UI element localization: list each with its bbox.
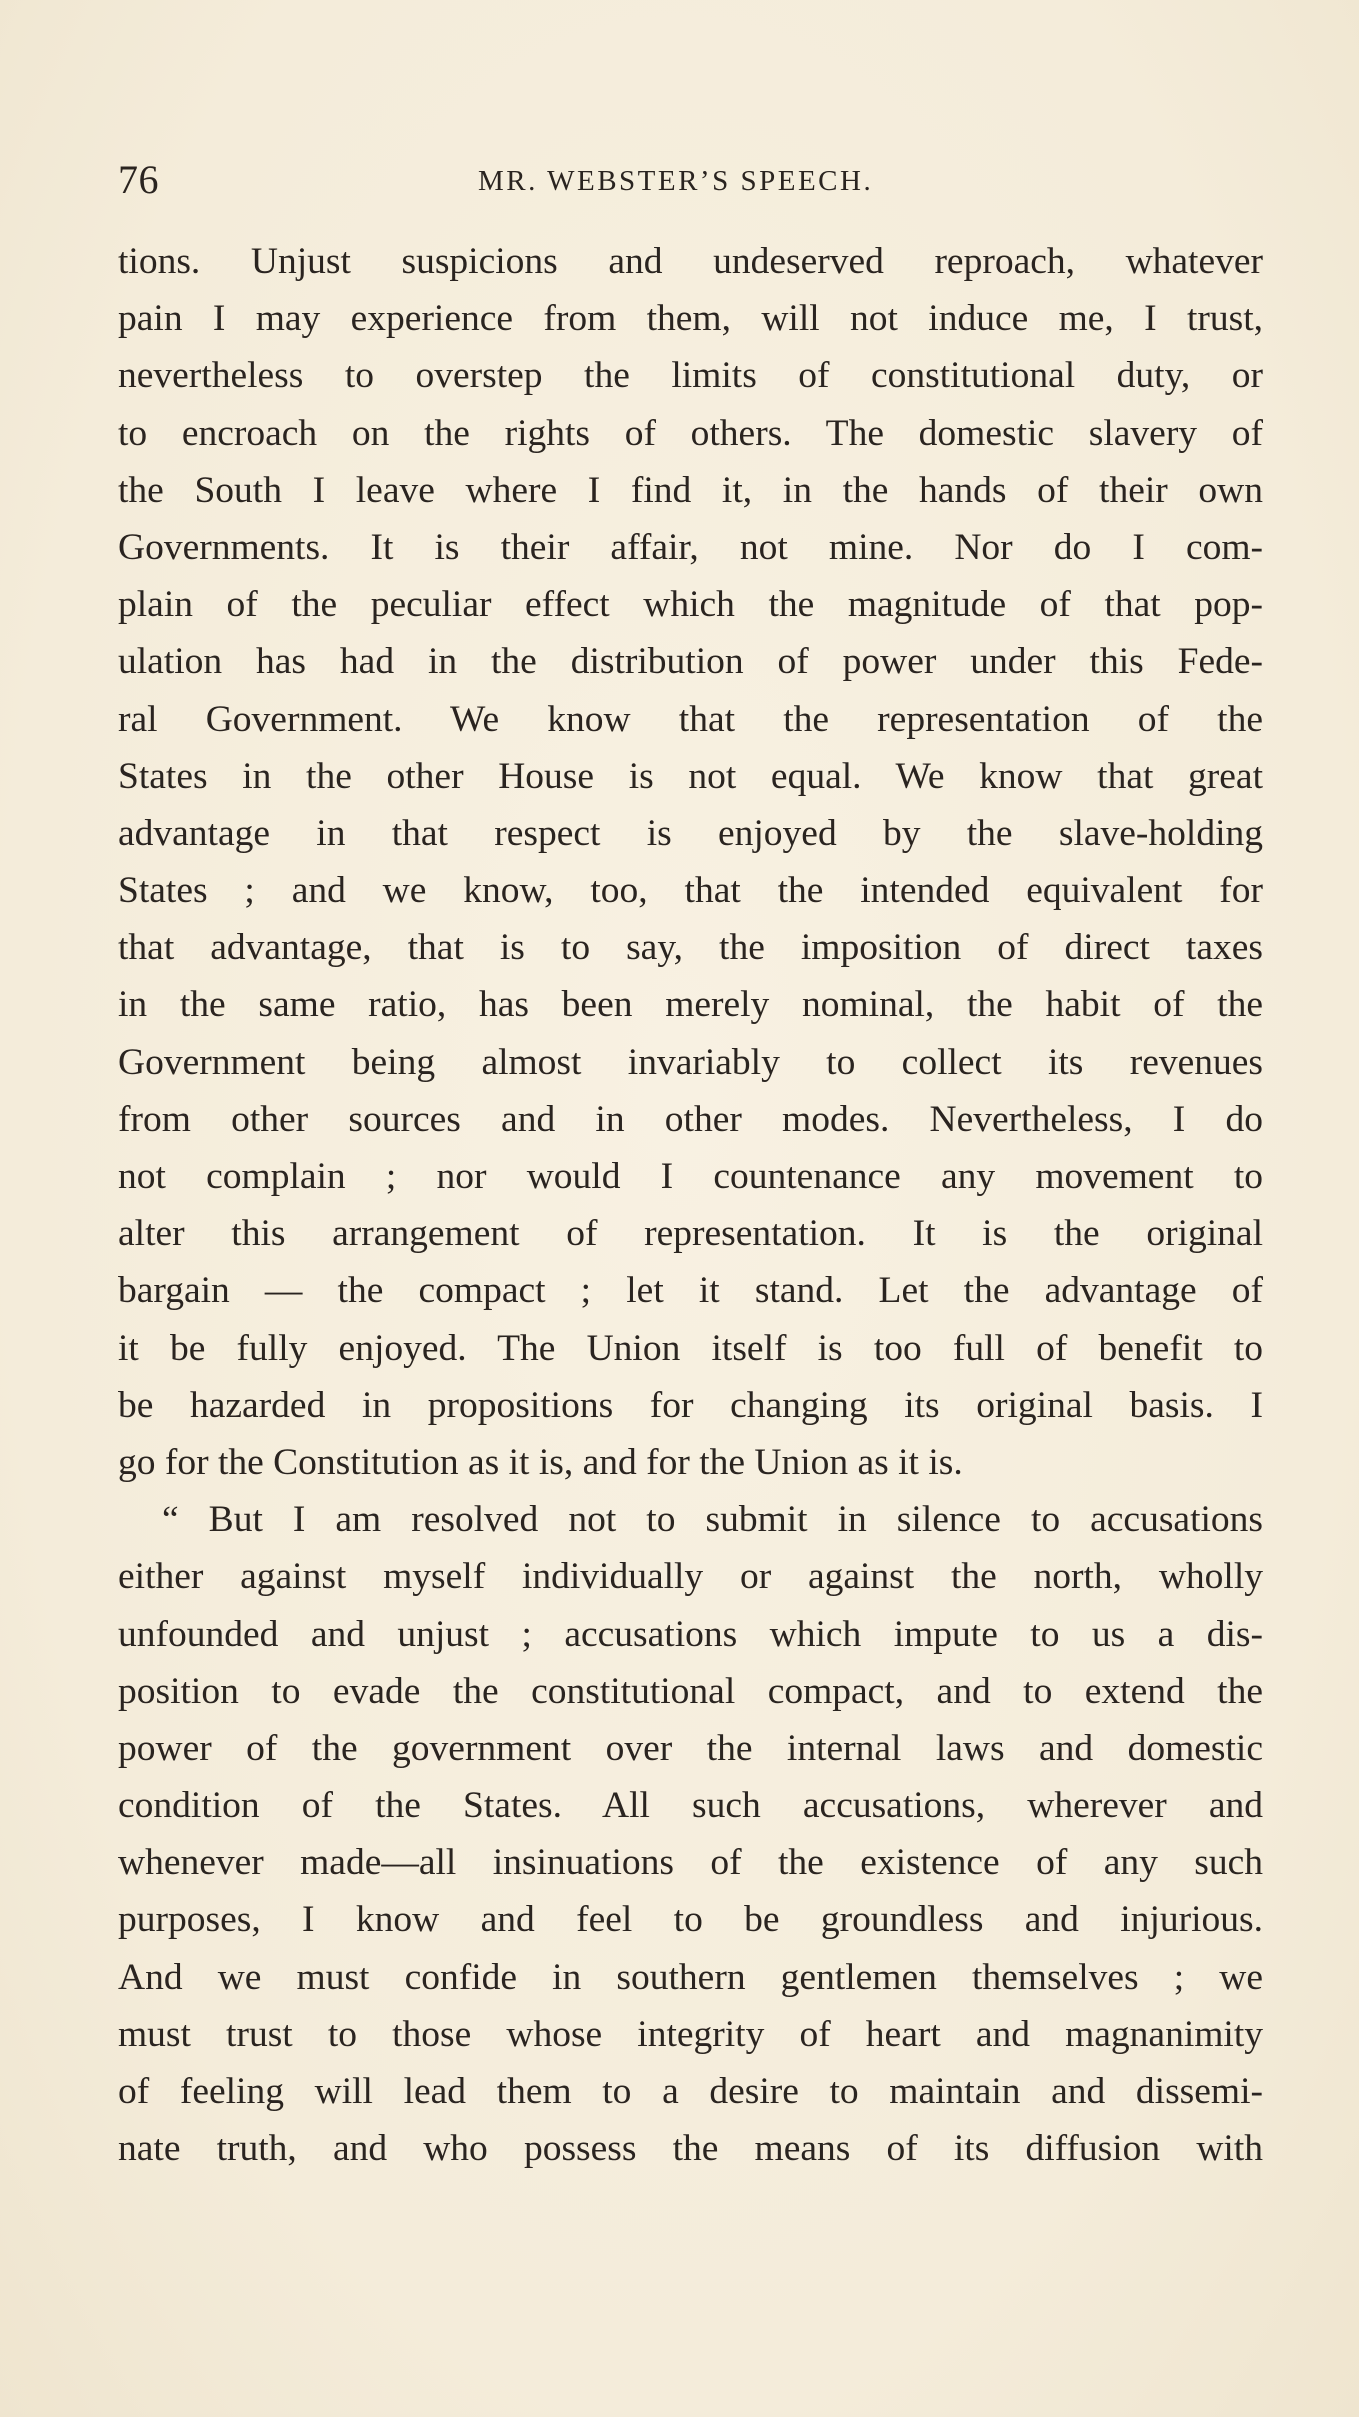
text-line: condition of the States. All such accusations, wherever and — [118, 1785, 1263, 1827]
text-line: power of the government over the internal laws and domestic — [118, 1727, 1263, 1769]
paragraph-last-line: go for the Constitution as it is, and for the Union as it is. — [118, 1441, 963, 1483]
text-line: it be fully enjoyed. The Union itself is too full of benefit to — [118, 1327, 1263, 1369]
text-line: must trust to those whose integrity of heart and magnanimity — [118, 2013, 1263, 2055]
text-line: tions. Unjust suspicions and undeserved reproach, whatever — [118, 241, 1263, 282]
text-line: And we must confide in southern gentlemen themselves ; we — [118, 1956, 1263, 1998]
paragraph-first-line: “ But I am resolved not to submit in silence to accusations — [162, 1499, 1263, 1541]
text-line: either against myself individually or against the north, wholly — [118, 1556, 1263, 1598]
text-line: unfounded and unjust ; accusations which impute to us a dis- — [118, 1613, 1263, 1655]
text-line: States ; and we know, too, that the intended equivalent for — [118, 870, 1263, 912]
text-line: States in the other House is not equal. We know that great — [118, 755, 1263, 797]
text-line: of feeling will lead them to a desire to maintain and dissemi- — [118, 2071, 1263, 2112]
text-line: plain of the peculiar effect which the magnitude of that pop- — [118, 584, 1263, 626]
text-line: in the same ratio, has been merely nominal, the habit of the — [118, 984, 1263, 1026]
page-header — [118, 150, 1258, 210]
text-line: pain I may experience from them, will not induce me, I trust, — [118, 298, 1263, 340]
body-text — [118, 233, 1263, 2177]
text-line: ulation has had in the distribution of power under this Fede- — [118, 641, 1263, 683]
text-line: be hazarded in propositions for changing its original basis. I — [118, 1384, 1263, 1426]
text-line: advantage in that respect is enjoyed by the slave-holding — [118, 812, 1263, 854]
text-line: position to evade the constitutional compact, and to extend the — [118, 1670, 1263, 1712]
text-line: bargain — the compact ; let it stand. Let the advantage of — [118, 1270, 1263, 1312]
text-line: that advantage, that is to say, the imposition of direct taxes — [118, 927, 1263, 969]
text-line: not complain ; nor would I countenance any movement to — [118, 1156, 1263, 1197]
text-line: to encroach on the rights of others. The domestic slavery of — [118, 412, 1263, 454]
text-line: alter this arrangement of representation. It is the original — [118, 1213, 1263, 1255]
text-line: the South I leave where I find it, in the hands of their own — [118, 469, 1263, 511]
text-line: whenever made—all insinuations of the existence of any such — [118, 1842, 1263, 1884]
page-number: 76 — [118, 157, 159, 202]
text-line: nevertheless to overstep the limits of constitutional duty, or — [118, 355, 1263, 397]
text-line: from other sources and in other modes. Nevertheless, I do — [118, 1098, 1263, 1140]
text-line: purposes, I know and feel to be groundless and injurious. — [118, 1899, 1263, 1941]
text-line: nate truth, and who possess the means of its diffusion with — [118, 2128, 1263, 2170]
text-line: ral Government. We know that the representation of the — [118, 698, 1263, 740]
running-head: MR. WEBSTER’S SPEECH. — [478, 165, 874, 197]
text-line: Governments. It is their affair, not mine. Nor do I com- — [118, 526, 1263, 568]
text-line: Government being almost invariably to collect its revenues — [118, 1041, 1263, 1083]
